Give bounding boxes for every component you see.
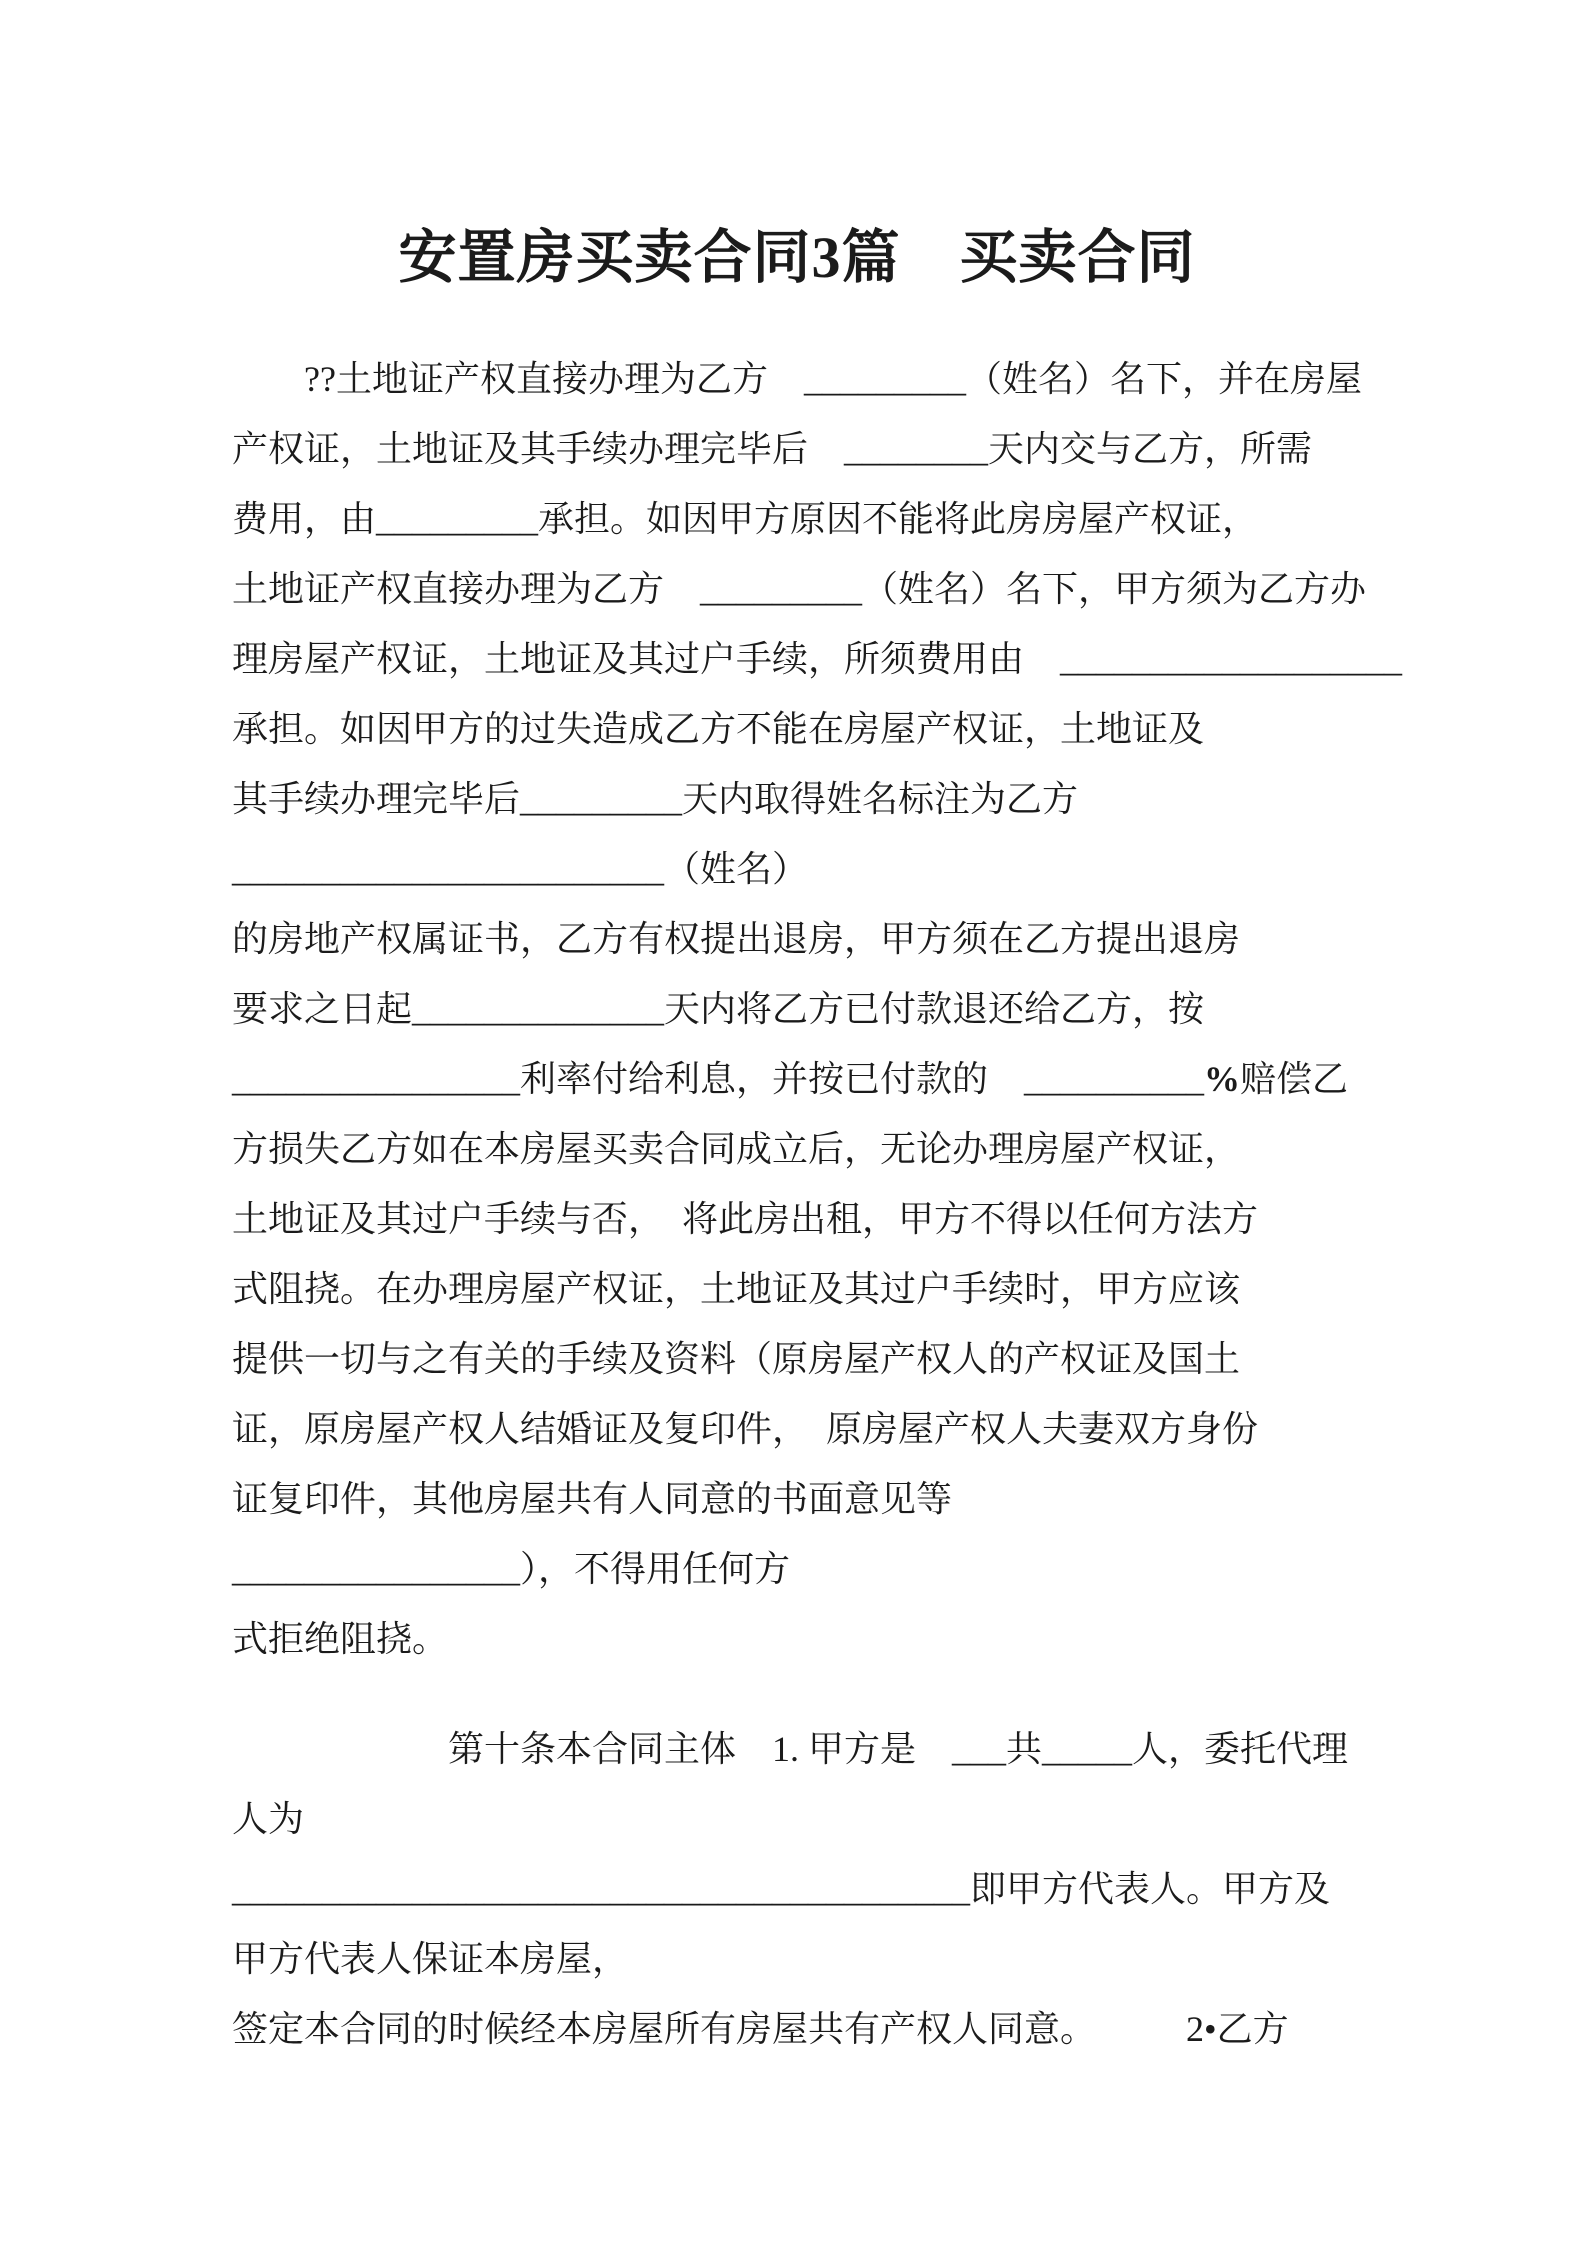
document-line: ??土地证产权直接办理为乙方 _________（姓名）名下，并在房屋 xyxy=(232,359,1362,399)
document-line: ________________________（姓名） xyxy=(232,849,809,889)
document-line: 提供一切与之有关的手续及资料（原房屋产权人的产权证及国土 xyxy=(232,1339,1241,1379)
document-body xyxy=(0,344,1594,2064)
document-line: ________________），不得用任何方 xyxy=(232,1549,791,1589)
document-line: 方损失乙方如在本房屋买卖合同成立后，无论办理房屋产权证， xyxy=(232,1129,1241,1169)
line-text: ________________利率付给利息，并按已付款的 __________ xyxy=(232,1059,1205,1099)
document-line: 要求之日起______________天内将乙方已付款退还给乙方，按 xyxy=(232,989,1205,1029)
document-title: 安置房买卖合同3篇 买卖合同 xyxy=(398,225,1196,290)
document-line: 承担。如因甲方的过失造成乙方不能在房屋产权证，土地证及 xyxy=(232,709,1205,749)
document-line: 证，原房屋产权人结婚证及复印件， 原房屋产权人夫妻双方身份 xyxy=(232,1409,1259,1449)
document-line: 证复印件，其他房屋共有人同意的书面意见等 xyxy=(232,1479,953,1519)
document-line: 土地证产权直接办理为乙方 _________（姓名）名下，甲方须为乙方办 xyxy=(232,569,1367,609)
document-line: 甲方代表人保证本房屋， xyxy=(232,1939,629,1979)
document-line: 人为 xyxy=(232,1799,305,1839)
document-line: 签定本合同的时候经本房屋所有房屋共有产权人同意。 2•乙方 xyxy=(232,2009,1289,2049)
line-text: 赔偿乙 xyxy=(1240,1059,1349,1099)
document-line: 其手续办理完毕后_________天内取得姓名标注为乙方 xyxy=(232,779,1079,819)
document-line: 土地证及其过户手续与否， 将此房出租，甲方不得以任何方法方 xyxy=(232,1199,1259,1239)
document-line: 第十条本合同主体 1. 甲方是 ___共_____人，委托代理 xyxy=(232,1729,1349,1769)
document-line: _________________________________________即甲方代表人。甲方及 xyxy=(232,1869,1331,1909)
document-line: 的房地产权属证书，乙方有权提出退房，甲方须在乙方提出退房 xyxy=(232,919,1241,959)
document-line: 产权证，土地证及其手续办理完毕后 ________天内交与乙方，所需 xyxy=(232,429,1313,469)
document-line: 式阻挠。在办理房屋产权证，土地证及其过户手续时，甲方应该 xyxy=(232,1269,1241,1309)
document-line: 费用，由_________承担。如因甲方原因不能将此房房屋产权证， xyxy=(232,499,1259,539)
document-line: 式拒绝阻挠。 xyxy=(232,1619,449,1659)
percent-sign: % xyxy=(1204,1059,1241,1099)
document-line: 理房屋产权证，土地证及其过户手续，所须费用由 ___________________ xyxy=(232,639,1403,679)
document-line xyxy=(232,1044,1474,1114)
